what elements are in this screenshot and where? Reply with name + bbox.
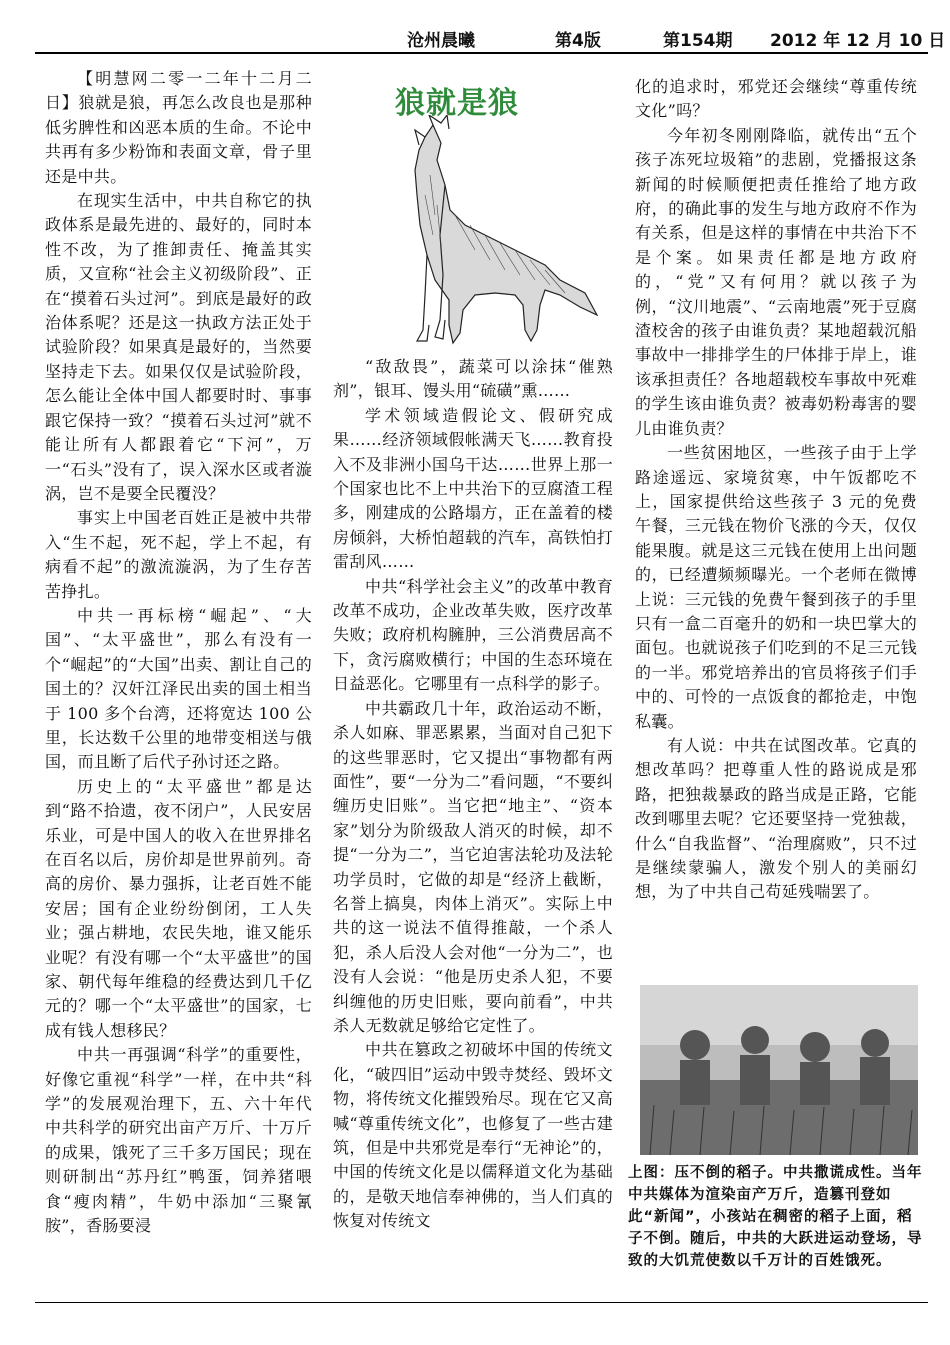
paper-name: 沧州晨曦: [407, 31, 475, 51]
paragraph: 有人说：中共在试图改革。它真的想改革吗？把尊重人性的路说成是邪路，把独裁暴政的路当成是正路，它能改到哪里去呢？它还要坚持一党独裁，什么“自我监督”、“治理腐败”，只不过是继续蒙骗人，激发个别人的美丽幻想，为了中共自己苟延残喘罢了。: [635, 735, 917, 902]
page-header: [395, 26, 946, 52]
paragraph: 事实上中国老百姓正是被中共带入“生不起，死不起，学上不起，有病看不起”的激流漩涡，为了生存苦苦挣扎。: [45, 508, 312, 601]
issue-label: 第154期: [663, 31, 733, 51]
article-column-3: [635, 75, 917, 905]
paragraph: 中共在篡政之初破坏中国的传统文化，“破四旧”运动中毁寺焚经、毁坏文物，将传统文化摧毁殆尽。现在它又高喊“尊重传统文化”，也修复了一些古建筑，但是中共邪党是奉行“无神论”的，中国的传统文化是以儒释道文化为基础的，是敬天地信奉神佛的，当人们真的恢复对传统文: [333, 1040, 613, 1231]
article-title: 狼就是狼: [395, 86, 519, 121]
article-column-1: [45, 67, 312, 1239]
children-on-rice-photo: [640, 985, 918, 1155]
paragraph: 【明慧网二零一二年十二月二日】狼就是狼，再怎么改良也是那种低劣脾性和凶恶本质的生命。不论中共再有多少粉饰和表面文章，骨子里还是中共。: [45, 69, 312, 186]
edition-label: 第4版: [555, 31, 601, 51]
paragraph: 学术领域造假论文、假研究成果……经济领域假帐满天飞……教育投入不及非洲小国乌干达……世界上那一个国家也比不上中共治下的豆腐渣工程多，刚建成的公路塌方，正在盖着的楼房倾斜，大桥怕超载的汽车，高铁怕打雷刮风……: [333, 405, 613, 572]
paragraph: 历史上的“太平盛世”都是达到“路不拾遗，夜不闭户”，人民安居乐业，可是中国人的收入在世界排名在百名以后，房价却是世界前列。奇高的房价、暴力强拆，让老百姓不能安居；国有企业纷纷倒闭，工人失业；强占耕地，农民失地，谁又能乐业呢？有没有哪一个“太平盛世”的国家、朝代每年维稳的经费达到几千亿元的？哪一个“太平盛世”的国家，七成有钱人想移民？: [45, 776, 312, 1040]
paragraph: 中共霸政几十年，政治运动不断，杀人如麻、罪恶累累，当面对自己犯下的这些罪恶时，它又提出“事物都有两面性”，要“一分为二”看问题，“不要纠缠历史旧账”。当它把“地主”、“资本家”划分为阶级敌人消灭的时候，却不提“一分为二”，当它迫害法轮功及法轮功学员时，它做的却是“经济上截断，名誉上搞臭，肉体上消灭”。实际上中共的这一说法不值得推敲，一个杀人犯，杀人后没人会对他“一分为二”，也没有人会说：“他是历史杀人犯，不要纠缠他的历史旧账，要向前看”，中共杀人无数就足够给它定性了。: [333, 698, 613, 1035]
paragraph: 今年初冬刚刚降临，就传出“五个孩子冻死垃圾箱”的悲剧，党播报这条新闻的时候顺便把责任推给了地方政府，的确此事的发生与地方政府不作为有关系，但是这样的事情在中共治下不是个案。如果责任都是地方政府的，“党”又有何用？就以孩子为例，“汶川地震”、“云南地震”死于豆腐渣校舍的孩子由谁负责？某地超载沉船事故中一排排学生的尸体排于岸上，谁该承担责任？各地超载校车事故中死难的学生该由谁负责？被毒奶粉毒害的婴儿由谁负责？: [635, 125, 917, 438]
photo-caption: 上图：压不倒的稻子。中共撒谎成性。当年中共媒体为渲染亩产万斤，造篡刊登如此“新闻”，小孩站在稠密的稻子上面，稻子不倒。随后，中共的大跃进运动登场，导致的大饥荒使数以千万计的百姓饿死。: [628, 1165, 923, 1269]
paragraph: 中共一再标榜“崛起”、“大国”、“太平盛世”，那么有没有一个“崛起”的“大国”出卖、割让自己的国土的？汉奸江泽民出卖的国土相当于 100 多个台湾，还将宽达 100 公里，长达数千公里的地带变相送与俄国，而且断了后代子孙讨还之路。: [45, 605, 312, 772]
article-column-2: [333, 355, 613, 1234]
paragraph: 在现实生活中，中共自称它的执政体系是最先进的、最好的，同时本性不改，为了推卸责任、掩盖其实质，又宣称“社会主义初级阶段”、正在“摸着石头过河”。到底是最好的政治体系呢？还是这一执政方法正处于试验阶段？如果真是最好的，当然要坚持走下去。如果仅仅是试验阶段，怎么能让全体中国人都要时时、事事跟它保持一致？“摸着石头过河”就不能让所有人都跟着它“下河”，万一“石头”没有了，误入深水区或者漩涡，岂不是要全民覆没？: [45, 191, 312, 503]
paragraph: “敌敌畏”，蔬菜可以涂抹“催熟剂”，银耳、馒头用“硫磺”熏……: [333, 357, 613, 401]
paragraph: 中共一再强调“科学”的重要性，好像它重视“科学”一样，在中共“科学”的发展观治理下，五、六十年代中共科学的研究出亩产万斤、十万斤的成果，饿死了三千多万国民；现在则研制出“苏丹红”鸭蛋，饲养猪喂食“瘦肉精”，牛奶中添加“三聚氰胺”，香肠要浸: [45, 1045, 312, 1236]
paragraph: 化的追求时，邪党还会继续“尊重传统文化”吗？: [635, 77, 917, 121]
wolf-illustration: [345, 115, 605, 350]
date-label: 2012 年 12 月 10 日: [770, 31, 946, 51]
paragraph: 一些贫困地区，一些孩子由于上学路途遥远、家境贫寒，中午饭都吃不上，国家提供给这些孩子 3 元的免费午餐，三元钱在物价飞涨的今天，仅仅能果腹。就是这三元钱在使用上出问题的，已经遭频频曝光。一个老师在微博上说：三元钱的免费午餐到孩子的手里只有一盒二百毫升的奶和一块巴掌大的面包。也就说孩子们吃到的不足三元钱的一半。邪党培养出的官员将孩子们手中的、可怜的一点饭食的都抢走，中饱私囊。: [635, 443, 917, 731]
footer-rule: [35, 1302, 928, 1303]
paragraph: 中共“科学社会主义”的改革中教育改革不成功，企业改革失败，医疗改革失败；政府机构臃肿，三公消费居高不下，贪污腐败横行；中国的生态环境在日益恶化。它哪里有一点科学的影子。: [333, 576, 613, 694]
header-rule: [35, 52, 928, 54]
